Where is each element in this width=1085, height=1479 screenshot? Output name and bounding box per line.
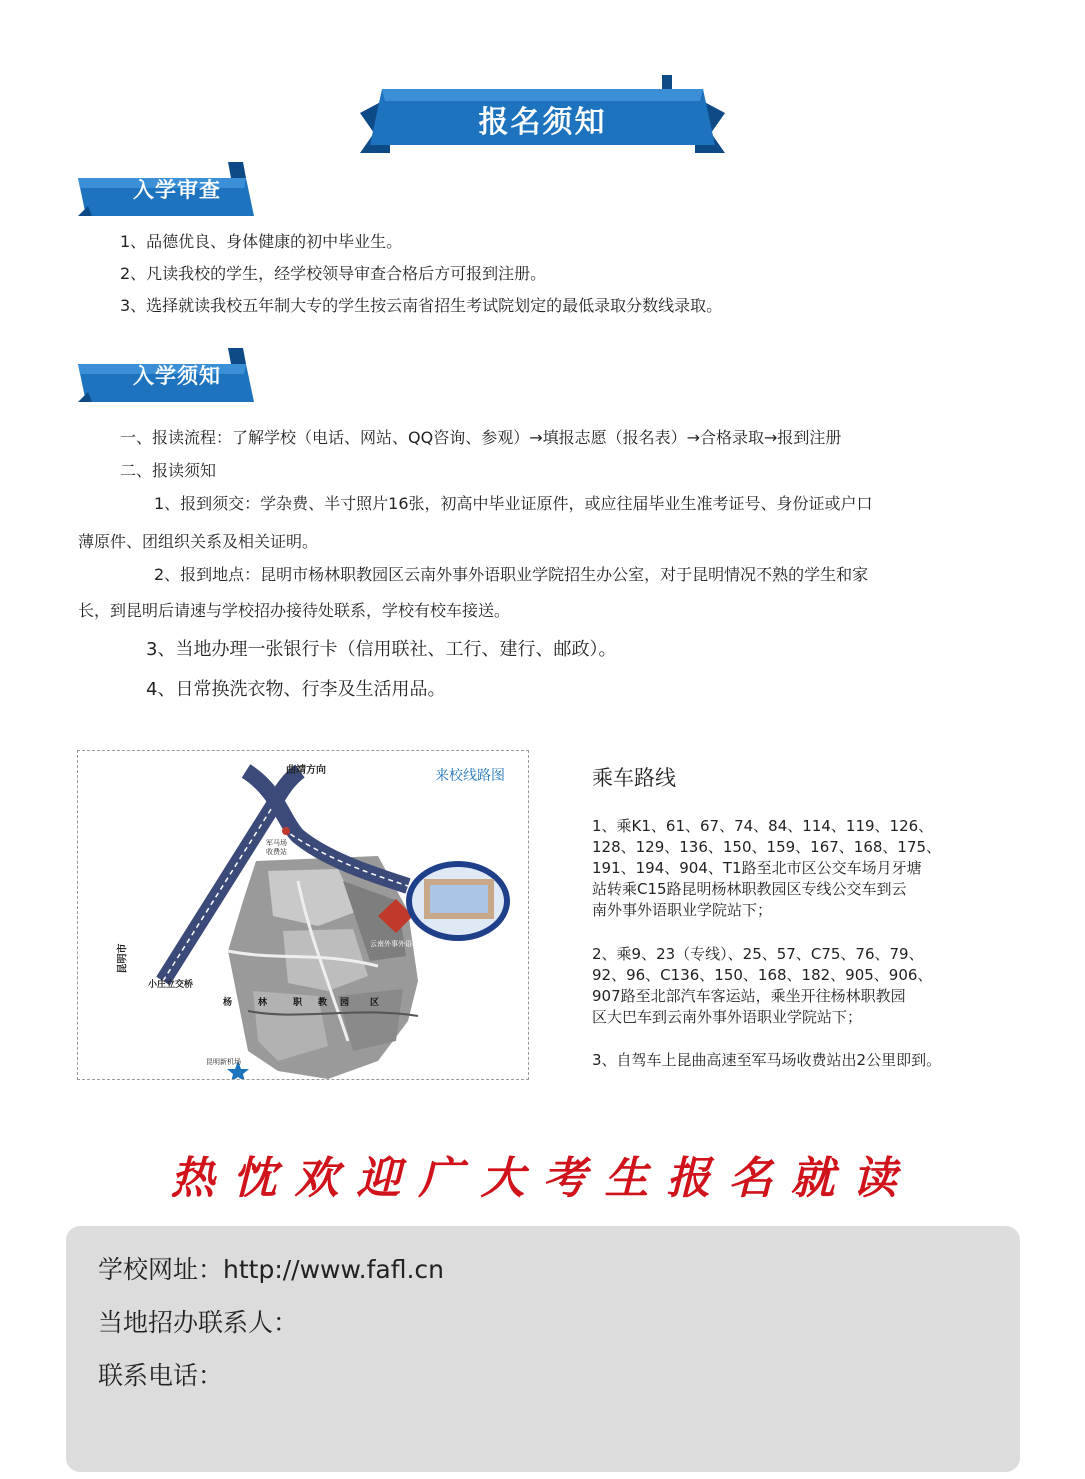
route-2-line: 92、96、C136、150、168、182、905、906、 (592, 966, 933, 984)
main-title-banner (360, 75, 725, 155)
map-label-park-1: 杨 (223, 998, 233, 1008)
website-text: 学校网址：http://www.fafl.cn (98, 1255, 444, 1284)
process-text: 一、报读流程：了解学校（电话、网站、QQ咨询、参观）→填报志愿（报名表）→合格录取→报到注册 (120, 428, 842, 447)
route-2-line: 区大巴车到云南外事外语职业学院站下； (592, 1008, 863, 1026)
page-title: 报名须知 (478, 105, 607, 140)
map-label-qujing: 曲靖方向 (286, 765, 326, 776)
notice-title: 二、报读须知 (120, 461, 217, 480)
notice-item-1-cont: 薄原件、团组织关系及相关证明。 (78, 532, 319, 551)
list-item: 1、品德优良、身体健康的初中毕业生。 (120, 232, 403, 251)
list-item: 3、选择就读我校五年制大专的学生按云南省招生考试院划定的最低录取分数线录取。 (120, 296, 723, 315)
route-1-line: 1、乘K1、61、67、74、84、114、119、126、 (592, 817, 934, 835)
route-map (77, 750, 529, 1080)
map-label-park-3: 职 (293, 998, 303, 1008)
map-label-park-6: 区 (370, 998, 380, 1008)
route-2-line: 907路至北部汽车客运站，乘坐开往杨林职教园 (592, 987, 906, 1005)
contact-phone-text: 联系电话： (98, 1361, 224, 1390)
map-label-kunming: 昆明市 (117, 943, 129, 974)
route-1-line: 站转乘C15路昆明杨林职教园区专线公交车到云 (592, 880, 907, 898)
contact-person-text: 当地招办联系人： (98, 1308, 299, 1337)
map-label-park-5: 园 (340, 998, 350, 1008)
welcome-slogan: 热忱欢迎广大考生报名就读 (170, 1153, 915, 1204)
list-item: 2、凡读我校的学生，经学校领导审查合格后方可报到注册。 (120, 264, 547, 283)
map-label-airport: 昆明新机场 (206, 1058, 241, 1066)
notice-item-1: 1、报到须交：学杂费、半寸照片16张，初高中毕业证原件，或应往届毕业生准考证号、身份证或户口 (154, 494, 873, 513)
notice-item-3: 3、当地办理一张银行卡（信用联社、工行、建行、邮政）。 (146, 639, 617, 660)
section-banner-admission-notice (78, 346, 258, 406)
route-3-line: 3、自驾车上昆曲高速至军马场收费站出2公里即到。 (592, 1051, 942, 1069)
route-1-line: 191、194、904、T1路至北市区公交车场月牙塘 (592, 859, 922, 877)
map-label-park-2: 林 (258, 998, 268, 1008)
route-title: 乘车路线 (592, 766, 676, 790)
notice-item-2: 2、报到地点：昆明市杨林职教园区云南外事外语职业学院招生办公室，对于昆明情况不熟的学生和家 (154, 565, 869, 584)
section-title: 入学须知 (133, 364, 221, 388)
map-label-expressway: 昆曲高速 (183, 880, 211, 917)
map-label-park-4: 教 (318, 998, 328, 1008)
section-banner-admission-review (78, 160, 258, 220)
map-label-school: 云南外事外语职业学院 (370, 940, 440, 948)
notice-item-2-cont: 长，到昆明后请速与学校招办接待处联系，学校有校车接送。 (78, 601, 511, 620)
map-label-junmachang: 军马场收费站 (266, 839, 287, 856)
section-title: 入学审查 (133, 178, 221, 202)
map-label-xiaozhuang: 小庄立交桥 (148, 980, 194, 990)
route-1-line: 128、129、136、150、159、167、168、175、 (592, 838, 942, 856)
notice-item-4: 4、日常换洗衣物、行李及生活用品。 (146, 679, 446, 700)
route-2-line: 2、乘9、23（专线）、25、57、C75、76、79、 (592, 945, 924, 963)
route-1-line: 南外事外语职业学院站下； (592, 901, 773, 919)
map-title: 来校线路图 (435, 768, 505, 784)
